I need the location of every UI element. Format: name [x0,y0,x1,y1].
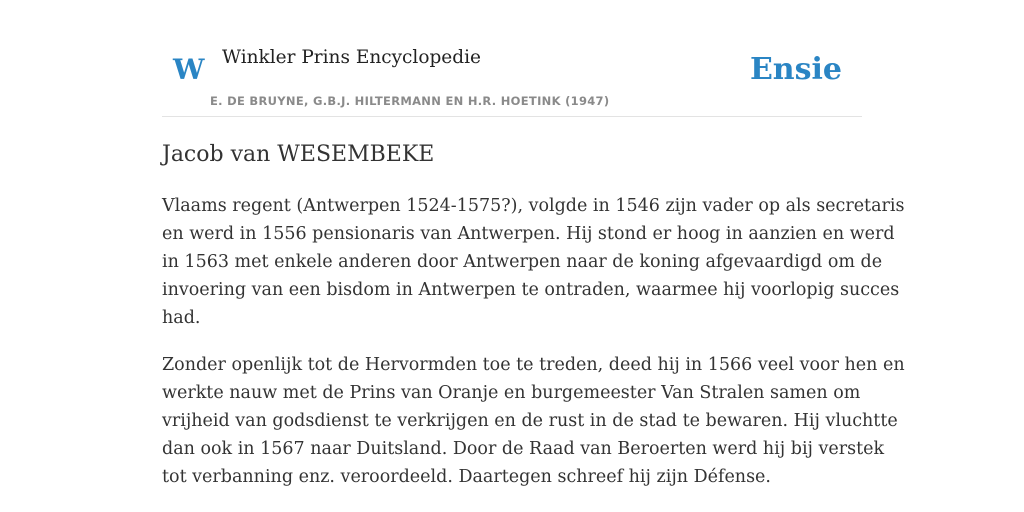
article-title: Jacob van WESEMBEKE [162,142,435,167]
header [162,0,862,117]
article-paragraph [162,192,905,332]
source-logo-icon[interactable]: W [173,53,205,86]
paragraph-line: werkte nauw met de Prins van Oranje en burgemeester Van Stralen samen om [162,383,861,403]
brand-logo[interactable]: Ensie [749,52,842,87]
paragraph-line: tot verbanning enz. veroordeeld. Daartegen schreef hij zijn Défense. [162,467,771,487]
source-authors: E. DE BRUYNE, G.B.J. HILTERMANN EN H.R. HOETINK (1947) [210,94,610,108]
article-paragraph [162,351,905,491]
paragraph-line: vrijheid van godsdienst te verkrijgen en de rust in de stad te bewaren. Hij vluchtte [162,411,898,431]
paragraph-line: invoering van een bisdom in Antwerpen te ontraden, waarmee hij voorlopig succes [162,280,900,300]
paragraph-line: Zonder openlijk tot de Hervormden toe te treden, deed hij in 1566 veel voor hen en [162,355,905,375]
paragraph-line: Vlaams regent (Antwerpen 1524-1575?), volgde in 1546 zijn vader op als secretaris [162,196,905,216]
paragraph-line: in 1563 met enkele anderen door Antwerpen naar de koning afgevaardigd om de [162,252,883,272]
paragraph-line: dan ook in 1567 naar Duitsland. Door de Raad van Beroerten werd hij bij verstek [162,439,885,459]
source-title[interactable]: Winkler Prins Encyclopedie [222,47,481,68]
paragraph-line: en werd in 1556 pensionaris van Antwerpen. Hij stond er hoog in aanzien en werd [162,224,895,244]
article [162,138,905,491]
paragraph-line: had. [162,308,201,328]
